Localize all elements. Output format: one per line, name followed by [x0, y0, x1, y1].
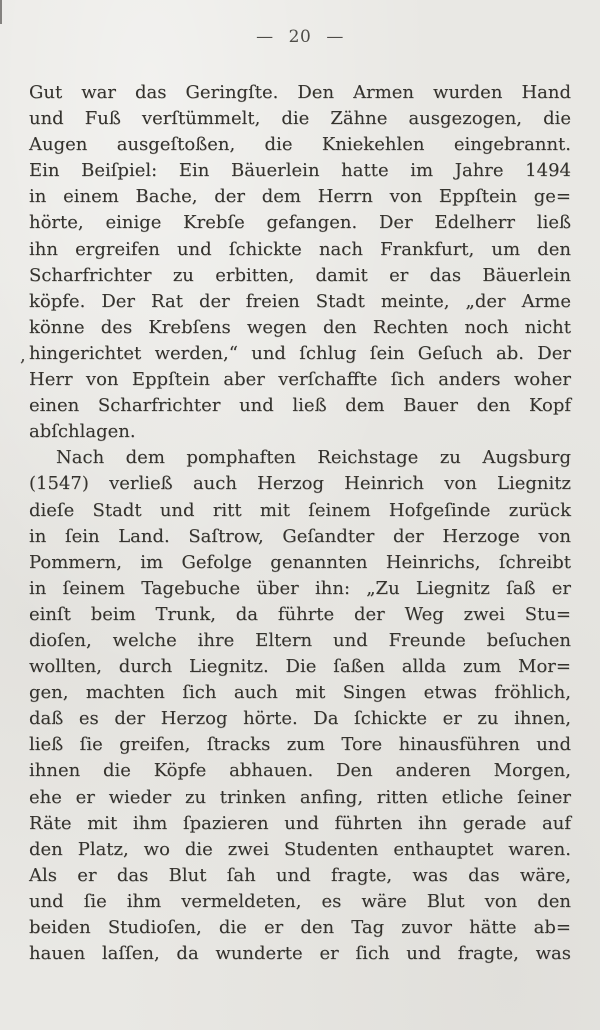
- text-line: ihn ergreifen und ſchickte nach Frankfurt, um den: [29, 238, 571, 260]
- page-header: [0, 27, 600, 47]
- text-line: wollten, durch Liegnitz. Die ſaßen allda zum Mor=: [29, 656, 571, 678]
- text-line: köpfe. Der Rat der freien Stadt meinte, „der Arme: [29, 290, 571, 312]
- text-line: Ein Beiſpiel: Ein Bäuerlein hatte im Jahre 1494: [29, 160, 571, 182]
- text-line: in ſeinem Tagebuche über ihn: „Zu Liegnitz ſaß er: [29, 577, 571, 599]
- text-line: in ſein Land. Saſtrow, Geſandter der Herzoge von: [29, 525, 571, 547]
- text-line: in einem Bache, der dem Herrn von Eppſtein ge=: [29, 186, 571, 208]
- text-line: Nach dem pomphaften Reichstage zu Augsburg: [56, 447, 571, 469]
- text-line: gen, machten ſich auch mit Singen etwas fröhlich,: [29, 682, 571, 704]
- header-dash-left: —: [256, 27, 274, 47]
- text-line: einſt beim Trunk, da führte der Weg zwei Stu=: [29, 603, 571, 625]
- text-line: Scharfrichter zu erbitten, damit er das Bäuerlein: [29, 264, 571, 286]
- text-line: könne des Krebſens wegen den Rechten noch nicht: [29, 316, 571, 338]
- text-line: ließ ſie greifen, ſtracks zum Tore hinausführen und: [29, 734, 571, 756]
- text-line: daß es der Herzog hörte. Da ſchickte er zu ihnen,: [29, 708, 571, 730]
- text-line: dieſe Stadt und ritt mit ſeinem Hofgeſinde zurück: [29, 499, 571, 521]
- text-line: einen Scharfrichter und ließ dem Bauer den Kopf: [29, 395, 571, 417]
- text-line: abſchlagen.: [29, 421, 136, 443]
- text-line: und Fuß verſtümmelt, die Zähne ausgezogen, die: [29, 108, 571, 130]
- text-line: dioſen, welche ihre Eltern und Freunde beſuchen: [29, 629, 571, 651]
- text-line: ihnen die Köpfe abhauen. Den anderen Morgen,: [29, 760, 571, 782]
- text-line: Augen ausgeſtoßen, die Kniekehlen eingebrannt.: [29, 134, 571, 156]
- text-line: den Platz, wo die zwei Studenten enthauptet waren.: [29, 838, 571, 860]
- text-line: Gut war das Geringſte. Den Armen wurden Hand: [29, 82, 571, 103]
- text-line: ehe er wieder zu trinken anfing, ritten etliche ſeiner: [29, 786, 571, 808]
- stray-ink-mark: ,: [20, 344, 26, 366]
- text-line: beiden Studioſen, die er den Tag zuvor hätte ab=: [29, 917, 571, 938]
- page-text: [20, 80, 571, 967]
- header-dash-right: —: [326, 27, 344, 47]
- text-line: Als er das Blut ſah und fragte, was das wäre,: [29, 864, 571, 886]
- text-line: und ſie ihm vermeldeten, es wäre Blut von den: [29, 890, 571, 912]
- text-line: hauen laſſen, da wunderte er ſich und fragte, was: [29, 943, 571, 965]
- text-line: hörte, einige Krebſe gefangen. Der Edelherr ließ: [29, 212, 571, 234]
- scan-edge-artifact: [0, 0, 2, 24]
- text-line: Räte mit ihm ſpazieren und führten ihn gerade auf: [29, 812, 571, 834]
- text-line: (1547) verließ auch Herzog Heinrich von Liegnitz: [29, 473, 571, 495]
- text-line: Pommern, im Gefolge genannten Heinrichs, ſchreibt: [29, 551, 571, 573]
- page-number: 20: [288, 27, 312, 47]
- text-line: hingerichtet werden,“ und ſchlug ſein Geſuch ab. Der ,: [29, 341, 571, 367]
- text-line: Herr von Eppſtein aber verſchaffte ſich anders woher: [29, 369, 571, 391]
